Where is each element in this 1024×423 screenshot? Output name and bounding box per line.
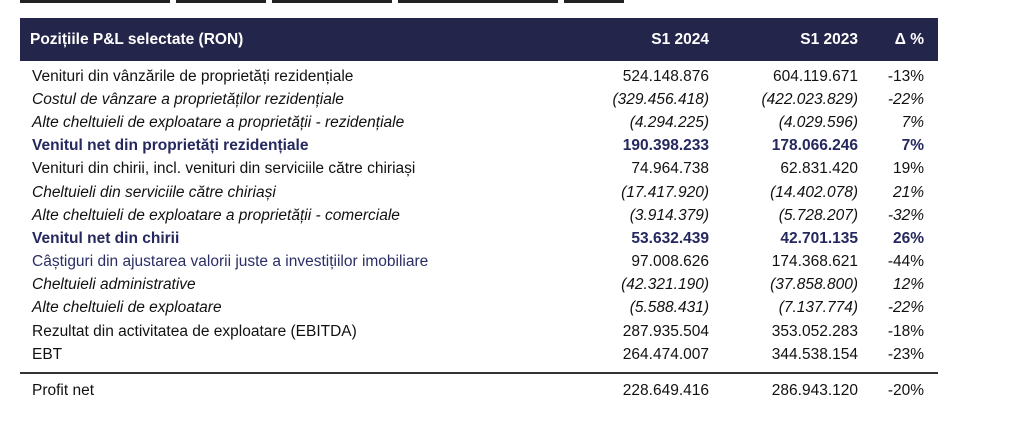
row-value-2023: 604.119.671 xyxy=(772,67,858,85)
row-label: Câștiguri din ajustarea valorii juste a investițiilor imobiliare xyxy=(32,253,429,271)
header-delta-percent: Δ % xyxy=(894,30,924,48)
row-value-2024: (5.588.431) xyxy=(629,299,709,317)
row-label: Venitul net din chirii xyxy=(32,229,180,247)
row-label: Cheltuieli administrative xyxy=(32,276,196,294)
row-label: Costul de vânzare a proprietăților rezidențiale xyxy=(32,90,344,108)
row-value-2024: 264.474.007 xyxy=(622,345,709,363)
table-row xyxy=(20,204,938,227)
row-label: Venituri din vânzările de proprietăți rezidențiale xyxy=(32,67,354,85)
row-value-2024: (17.417.920) xyxy=(621,183,709,201)
row-label: Alte cheltuieli de exploatare a proprietății - rezidențiale xyxy=(32,113,405,131)
header-s1-2024: S1 2024 xyxy=(651,30,709,48)
row-value-2023: (5.728.207) xyxy=(778,206,858,224)
row-value-2023: 42.701.135 xyxy=(780,229,858,247)
row-label: Cheltuieli din serviciile către chiriași xyxy=(32,183,276,201)
profit-net-row xyxy=(20,379,938,402)
table-row xyxy=(20,297,938,320)
row-value-2023: (7.137.774) xyxy=(778,299,858,317)
row-delta: -13% xyxy=(887,67,924,85)
row-label: Alte cheltuieli de exploatare a proprietății - comerciale xyxy=(32,206,400,224)
row-delta: 21% xyxy=(892,183,924,201)
row-delta: 7% xyxy=(901,137,924,155)
row-label: Alte cheltuieli de exploatare xyxy=(32,299,222,317)
row-value-2023: (37.858.800) xyxy=(770,276,858,294)
table-row xyxy=(20,274,938,297)
row-value-2024: 524.148.876 xyxy=(622,67,709,85)
row-value-2024: 228.649.416 xyxy=(622,382,709,400)
row-label: Profit net xyxy=(32,382,95,400)
row-value-2024: (329.456.418) xyxy=(612,90,709,108)
row-delta: 12% xyxy=(892,276,924,294)
table-row xyxy=(20,88,938,111)
row-value-2024: (3.914.379) xyxy=(629,206,709,224)
row-value-2024: 287.935.504 xyxy=(622,322,709,340)
table-row xyxy=(20,343,938,366)
row-label: Venituri din chirii, incl. venituri din serviciile către chiriași xyxy=(32,160,416,178)
table-header xyxy=(20,18,938,61)
row-value-2024: 190.398.233 xyxy=(622,137,709,155)
header-s1-2023: S1 2023 xyxy=(800,30,858,48)
row-value-2023: (422.023.829) xyxy=(761,90,858,108)
table-row xyxy=(20,251,938,274)
row-value-2024: 74.964.738 xyxy=(631,160,709,178)
row-delta: 7% xyxy=(901,113,924,131)
table-body xyxy=(20,61,938,366)
row-value-2024: 97.008.626 xyxy=(631,253,709,271)
table-row xyxy=(20,135,938,158)
header-label: Pozițiile P&L selectate (RON) xyxy=(30,30,244,48)
table-row xyxy=(20,181,938,204)
row-delta: 26% xyxy=(892,229,924,247)
row-value-2023: 178.066.246 xyxy=(771,137,858,155)
row-delta: 19% xyxy=(892,160,924,178)
row-delta: -22% xyxy=(887,299,924,317)
row-value-2024: (4.294.225) xyxy=(629,113,709,131)
total-divider xyxy=(20,372,938,374)
table-row xyxy=(20,227,938,250)
row-value-2023: 62.831.420 xyxy=(780,160,858,178)
table-row xyxy=(20,65,938,88)
row-delta: -22% xyxy=(887,90,924,108)
row-value-2024: 53.632.439 xyxy=(631,229,709,247)
row-delta: -32% xyxy=(887,206,924,224)
row-value-2023: 174.368.621 xyxy=(771,253,858,271)
table-row xyxy=(20,320,938,343)
row-value-2023: (4.029.596) xyxy=(778,113,858,131)
cropped-text-fragment xyxy=(20,0,640,5)
row-value-2024: (42.321.190) xyxy=(621,276,709,294)
row-label: Venitul net din proprietăți rezidențiale xyxy=(32,137,309,155)
row-label: EBT xyxy=(32,345,63,363)
row-delta: -18% xyxy=(887,322,924,340)
row-value-2023: (14.402.078) xyxy=(770,183,858,201)
row-delta: -44% xyxy=(887,253,924,271)
pl-table xyxy=(20,18,938,403)
row-value-2023: 353.052.283 xyxy=(771,322,858,340)
table-row xyxy=(20,111,938,134)
row-label: Rezultat din activitatea de exploatare (EBITDA) xyxy=(32,322,357,340)
table-row xyxy=(20,158,938,181)
row-delta: -23% xyxy=(887,345,924,363)
row-delta: -20% xyxy=(887,382,924,400)
row-value-2023: 344.538.154 xyxy=(771,345,858,363)
row-value-2023: 286.943.120 xyxy=(771,382,858,400)
